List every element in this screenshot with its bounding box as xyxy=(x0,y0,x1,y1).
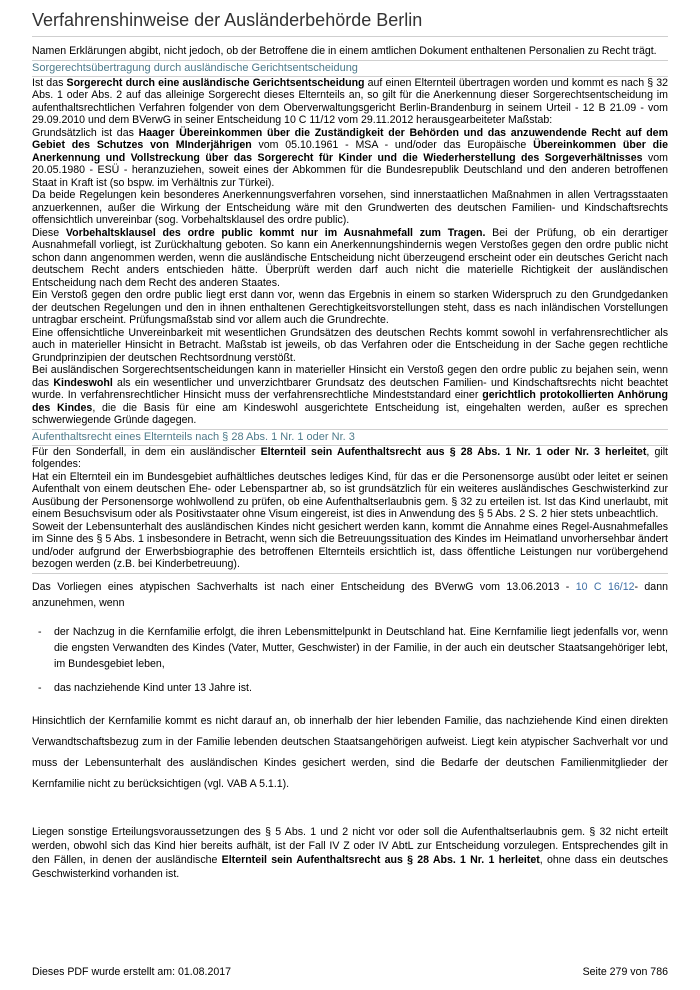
paragraph: Ein Verstoß gegen den ordre public liegt erst dann vor, wenn das Ergebnis in einem so starken Widerspruch zu den Grundgedanken der deutschen Regelungen und den in ihnen enthaltenen Gerechtigkeitsvorstellungen steht, dass es nach inländischen Vorstellungen untragbar erscheint. Prüfungsmaßstab sind vor allem auch die Grundrechte. xyxy=(32,289,668,326)
list-item: - das nachziehende Kind unter 13 Jahre ist. xyxy=(38,681,252,694)
footer-page-number: Seite 279 von 786 xyxy=(582,966,668,978)
list-item: - der Nachzug in die Kernfamilie erfolgt, die ihren Lebensmittelpunkt in Deutschland hat. Eine Kernfamilie liegt jedenfalls vor, wenn die engsten Verwandten des Kindes (Vater, Mutter, Geschwister) in der Familie, in der auch ein deutscher Staatsangehöriger lebt, im Bundesgebiet leben, xyxy=(38,625,668,670)
condition-list xyxy=(32,624,668,696)
paragraph: Eine offensichtliche Unvereinbarkeit mit wesentlichen Grundsätzen des deutschen Rechts kommt sowohl in verfahrensrechtlicher als auch in materieller Hinsicht in Betracht. Maßstab ist jeweils, ob das Verfahren oder die Entscheidung in der Sache gegen rechtliche Grundprinzipien der deutschen Rechtsordnung verstößt. xyxy=(32,326,668,364)
paragraph: Liegen sonstige Erteilungsvoraussetzungen des § 5 Abs. 1 und 2 nicht vor oder soll die Aufenthaltserlaubnis gem. § 32 nicht erteilt werden, obwohl sich das Kind hier bereits aufhält, ist der Fall IV Z oder IV AbtL zur Entscheidung vorzulegen. Entsprechendes gilt in den Fällen, in denen der ausländische Elternteil sein Aufenthaltsrecht aus § 28 Abs. 1 Nr. 1 herleitet, ohne dass ein deutsches Geschwisterkind vorhanden ist. xyxy=(32,825,668,880)
paragraph: Hinsichtlich der Kernfamilie kommt es nicht darauf an, ob innerhalb der hier lebenden Familie, das nachziehende Kind einen direkten Verwandtschaftsbezug zum in der Familie lebenden deutschen Staatsangehörigen aufweist. Liegt kein atypischer Sachverhalt vor und muss der Lebensunterhalt des ausländischen Kindes gesichert werden, sind die Bedarfe der deutschen Familienmitglieder der Kernfamilie nicht zu berücksichtigen (vgl. VAB A 5.1.1). xyxy=(32,714,668,790)
page-title: Verfahrenshinweise der Ausländerbehörde Berlin xyxy=(32,10,668,37)
paragraph: Soweit der Lebensunterhalt des ausländischen Kindes nicht gesichert werden kann, kommt die Annahme eines Regel-Ausnahmefalles im Sinne des § 5 Abs. 1 insbesondere in Betracht, wenn sich die Betreuungssituation des Kindes im Heimatland unvorhersehbar ändert und/oder aufgrund der Erwerbsbiographie des betroffenen Elternteils ersichtlich ist, dass öffentliche Leistungen nur vorübergehend bezogen werden (z.B. bei Kinderbetreuung). xyxy=(32,521,668,574)
section-heading-aufenthaltsrecht: Aufenthaltsrecht eines Elternteils nach § 28 Abs. 1 Nr. 1 oder Nr. 3 xyxy=(32,430,668,446)
paragraph: Für den Sonderfall, in dem ein ausländischer Elternteil sein Aufenthaltsrecht aus § 28 Abs. 1 Nr. 1 oder Nr. 3 herleitet, gilt folgendes: xyxy=(32,445,668,470)
section-heading-sorgerecht: Sorgerechtsübertragung durch ausländische Gerichtsentscheidung xyxy=(32,61,668,77)
paragraph: Hat ein Elternteil ein im Bundesgebiet aufhältliches deutsches lediges Kind, für das er die Personensorge ausübt oder leitet er seinen Aufenthalt von einem deutschen Ehe- oder Lebenspartner ab, so ist grundsätzlich für ein weiteres ausländisches Geschwisterkind zur Ausübung der Personensorge wohlwollend zu prüfen, ob eine Aufenthaltserlaubnis gem. § 32 zu erteilen ist. Ist das Kind unerlaubt, mit einem Besuchsvisum oder als Positivstaater ohne Visum eingereist, ist dies in Anwendung des § 5 Abs. 2 S. 2 hier stets unbeachtlich. xyxy=(32,470,668,520)
paragraph: Das Vorliegen eines atypischen Sachverhalts ist nach einer Entscheidung des BVerwG vom 13.06.2013 - 10 C 16/12- dann anzunehmen, wenn xyxy=(32,580,668,609)
paragraph: Diese Vorbehaltsklausel des ordre public kommt nur im Ausnahmefall zum Tragen. Bei der Prüfung, ob ein derartiger Ausnahmefall vorliegt, ist Zurückhaltung geboten. So kann ein Anerkennungshindernis wegen Verstoßes gegen den ordre public nicht schon dann angenommen werden, wenn die ausländische Entscheidung nicht überzeugend erscheint oder ein deutsches Gericht nach deutschem Recht anders entschieden hätte. Überprüft werden darf auch nicht die materielle Richtigkeit der ausländischen Entscheidung nach dem Recht des anderen Staates. xyxy=(32,226,669,289)
footer-created-date: Dieses PDF wurde erstellt am: 01.08.2017 xyxy=(32,966,232,978)
bullet-dash: - xyxy=(38,681,42,694)
bullet-dash: - xyxy=(38,625,42,638)
court-decision-link[interactable]: 10 C 16/12 xyxy=(575,580,635,593)
paragraph: Da beide Regelungen kein besonderes Anerkennungsverfahren vorsehen, sind innerstaatlichen Maßnahmen in allen Vertragsstaaten anzuerkennen, außer die Wirkung der Entscheidung wäre mit den Grundwerten des deutschen Familien- und Kindschaftsrechts offensichtlich unvereinbar (sog. Vorbehaltsklausel des ordre public). xyxy=(32,189,668,226)
paragraph: Bei ausländischen Sorgerechtsentscheidungen kann in materieller Hinsicht ein Verstoß gegen den ordre public zu bejahen sein, wenn das Kindeswohl als ein wesentlicher und unverzichtbarer Grundsatz des deutschen Familien- und Kindschaftsrechts nicht beachtet wurde. In verfahrensrechtlicher Hinsicht muss der verfahrensrechtliche Mindeststandard einer gerichtlich protokollierten Anhörung des Kindes, die die Basis für eine am Kindeswohl ausgerichtete Entscheidung ist, eingehalten werden, außer es sprechen schwerwiegende Gründe dagegen. xyxy=(32,364,668,430)
content xyxy=(32,45,668,881)
paragraph: Grundsätzlich ist das Haager Übereinkommen über die Zuständigkeit der Behörden und das anzuwendende Recht auf dem Gebiet des Schutzes von MInderjährigen vom 05.10.1961 - MSA - und/oder das Europäische Übereinkommen über die Anerkennung und Vollstreckung über das Sorgerecht für Kinder und die Wiederherstellung des Sorgeverhältnisses vom 20.05.1980 - ESÜ - heranzuziehen, soweit eines der Abkommen für die Bundesrepublik Deutschland und den anderen betroffenen Staat in Kraft ist (so bspw. im Verhältnis zur Türkei). xyxy=(32,126,668,189)
paragraph: Ist das Sorgerecht durch eine ausländische Gerichtsentscheidung auf einen Elternteil übertragen worden und kommt es nach § 32 Abs. 1 oder Abs. 2 auf das alleinige Sorgerecht dieses Elternteils an, so gilt für die Anerkennung dieser Sorgerechtsentscheidung im aufenthaltsrechtlichen Verfahren folgender von dem Oberverwaltungsgericht Berlin-Brandenburg in seinem Urteil - 12 B 21.09 - vom 29.09.2010 und dem BVerwG in seiner Entscheidung 10 C 11/12 vom 29.11.2012 herausgearbeiteter Maßstab: xyxy=(32,76,669,126)
intro-paragraph: Namen Erklärungen abgibt, nicht jedoch, ob der Betroffene die in einem amtlichen Dokument enthaltenen Personalien zu Recht trägt. xyxy=(32,45,668,61)
